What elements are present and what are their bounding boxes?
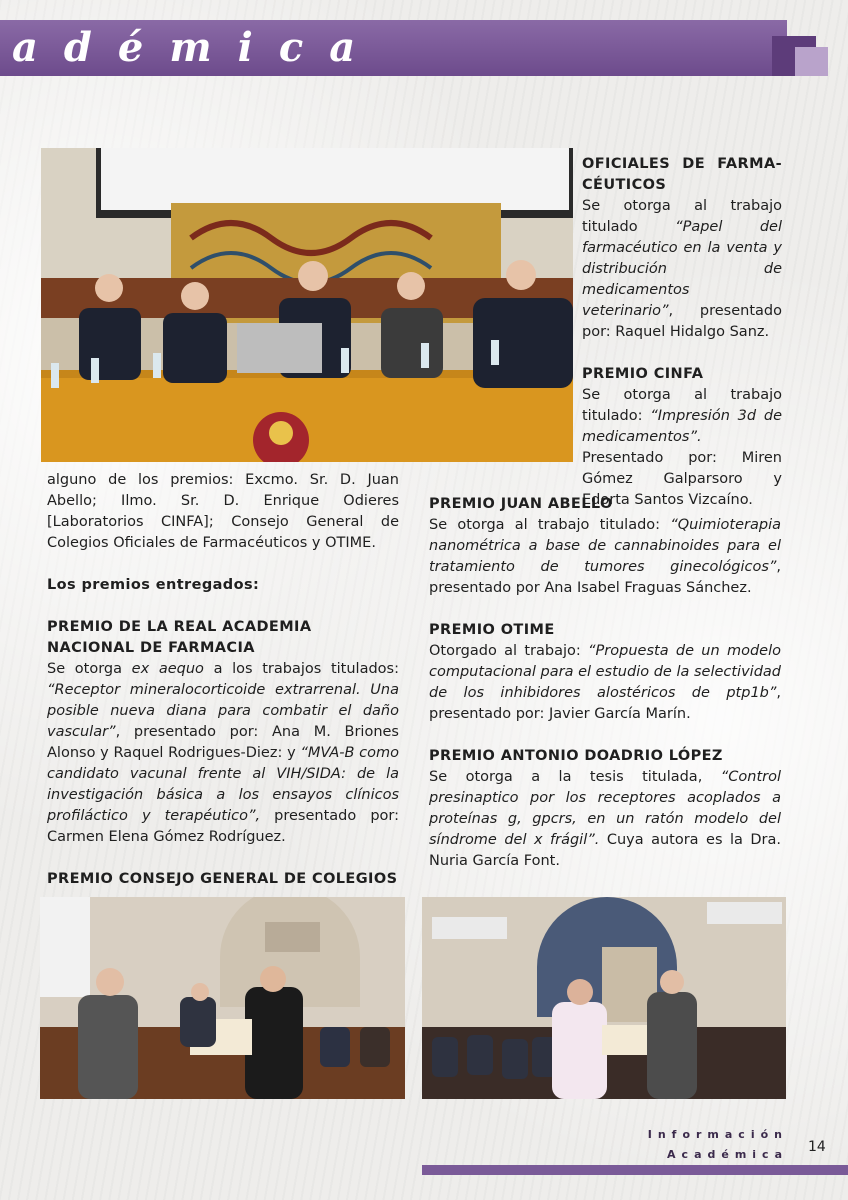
right-top-column [582, 154, 782, 511]
footer-academica: Académica [667, 1148, 788, 1161]
heading-otime: PREMIO OTIME [429, 622, 555, 638]
banner-title: adémica [12, 24, 382, 71]
heading-real-academia: PREMIO DE LA REAL ACADEMIA NACIONAL DE FARMACIA [47, 619, 312, 656]
otime-text: Otorgado al trabajo: “Propuesta de un modelo computacional para el estudio de la selectividad de los inhibidores alostéricos de ptp1b”, presentado por: Javier García Marín. [429, 643, 781, 722]
banner-light-square [795, 47, 828, 76]
cinfa-text: Se otorga al trabajo titulado: “Impresión 3d de medicamentos”. Presentado por: Miren Gómez Galparsoro y Edorta Santos Vizcaíno. [582, 387, 782, 508]
panel-photo [41, 148, 573, 462]
heading-premios-entregados: Los premios entregados: [47, 577, 260, 593]
page-number: 14 [808, 1139, 826, 1155]
heading-cinfa: PREMIO CINFA [582, 366, 704, 382]
heading-oficiales: OFICIALES DE FARMA-CÉUTICOS [582, 156, 782, 193]
real-academia-text: Se otorga ex aequo a los trabajos titulados: “Receptor mineralocorticoide extrarrenal. Una posible nueva diana para combatir el daño vascular”, presentado por: Ana M. Briones Alonso y Raquel Rodrigues-Diez: y “MVA-B como candidato vacunal frente al VIH/SIDA: de la investigación básica a los ensayos clínicos profiláctico y terapéutico”, presentado por: Carmen Elena Gómez Rodríguez. [47, 661, 399, 845]
oficiales-text: Se otorga al trabajo titulado “Papel del farmacéutico en la venta y distribución de medicamentos veterinario”, presentado por: Raquel Hidalgo Sanz. [582, 198, 783, 340]
heading-consejo-general: PREMIO CONSEJO GENERAL DE COLEGIOS [47, 871, 398, 887]
footer-informacion: Información [647, 1128, 788, 1141]
heading-juan-abello: PREMIO JUAN ABELLO [429, 496, 613, 512]
right-column [429, 494, 781, 872]
doadrio-text: Se otorga a la tesis titulada, “Control presinaptico por los receptores acoplados a proteínas g, gpcrs, en un ratón modelo del síndrome del x frágil”. Cuya autora es la Dra. Nuria García Font. [429, 769, 781, 869]
footer-bar [422, 1165, 848, 1175]
left-column [47, 470, 399, 890]
juan-abello-text: Se otorga al trabajo titulado: “Quimioterapia nanométrica a base de cannabinoides para el tratamiento de tumores ginecológicos”, presentado por Ana Isabel Fraguas Sánchez. [429, 517, 781, 596]
heading-doadrio: PREMIO ANTONIO DOADRIO LÓPEZ [429, 748, 723, 764]
intro-text: alguno de los premios: Excmo. Sr. D. Juan Abello; Ilmo. Sr. D. Enrique Odieres [Laboratorios CINFA]; Consejo General de Colegios Oficiales de Farmacéuticos y OTIME. [47, 472, 399, 551]
section-banner [0, 20, 787, 76]
award-photo-left [40, 897, 405, 1099]
award-photo-right [422, 897, 786, 1099]
